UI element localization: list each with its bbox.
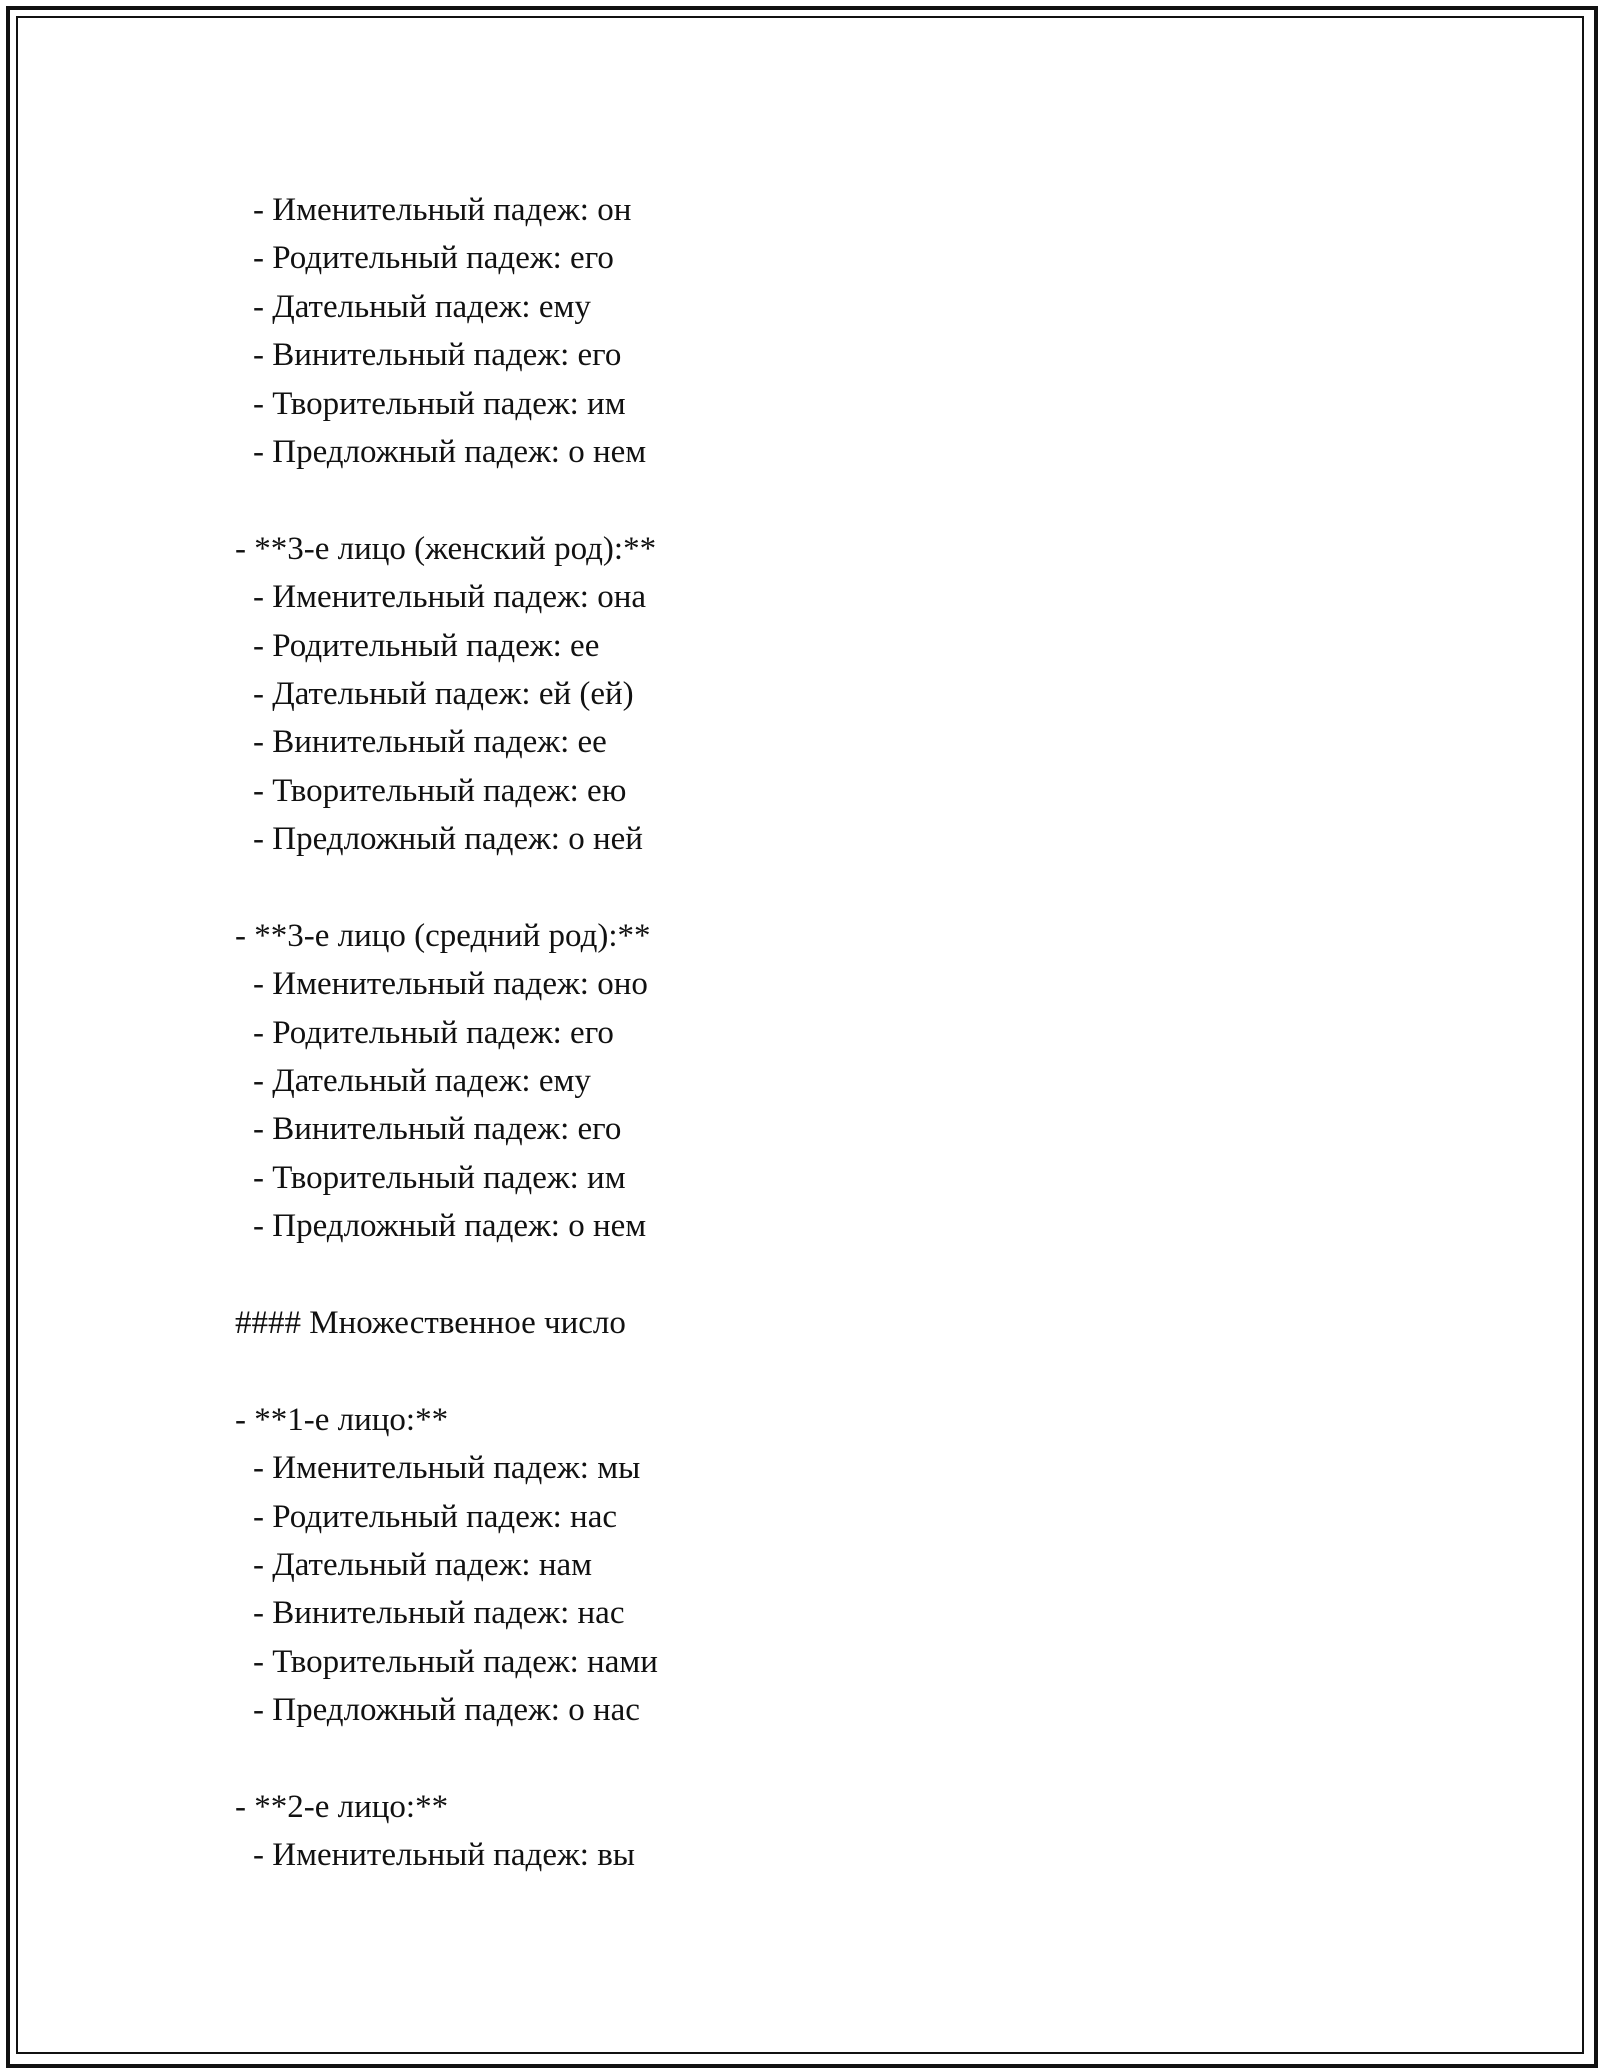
list-subitem: - Дательный падеж: ей (ей) [253,675,634,712]
list-subitem: - Родительный падеж: нас [253,1498,618,1535]
list-subitem: - Винительный падеж: его [253,337,622,374]
list-subitem: - Родительный падеж: ее [253,627,600,664]
list-item: - **3-е лицо (женский род):** [235,530,657,567]
list-subitem: - Творительный падеж: им [253,385,626,422]
list-subitem: - Предложный падеж: о нем [253,1208,647,1245]
blank-line [235,1251,1435,1299]
section-heading: #### Множественное число [235,1304,626,1341]
list-subitem: - Родительный падеж: его [253,240,614,277]
blank-line [235,1347,1435,1395]
list-item: - **3-е лицо (средний род):** [235,917,651,954]
list-subitem: - Именительный падеж: он [253,192,632,228]
list-subitem: - Творительный падеж: нами [253,1643,658,1680]
list-item: - **2-е лицо:** [235,1788,449,1825]
list-subitem: - Именительный падеж: она [253,579,647,616]
list-subitem: - Предложный падеж: о нас [253,1692,640,1729]
list-subitem: - Дательный падеж: ему [253,288,591,325]
list-subitem: - Винительный падеж: его [253,1111,622,1148]
list-subitem: - Творительный падеж: ею [253,772,627,809]
list-item: - **1-е лицо:** [235,1401,449,1438]
blank-line [235,476,1435,524]
document-body [235,186,1435,1880]
list-subitem: - Именительный падеж: оно [253,966,648,1003]
list-subitem: - Творительный падеж: им [253,1159,626,1196]
list-subitem: - Винительный падеж: нас [253,1595,625,1632]
list-subitem: - Именительный падеж: мы [253,1450,641,1487]
list-subitem: - Предложный падеж: о ней [253,821,643,858]
list-subitem: - Дательный падеж: нам [253,1546,593,1583]
list-subitem: - Родительный падеж: его [253,1014,614,1051]
blank-line [235,863,1435,911]
list-subitem: - Предложный падеж: о нем [253,433,647,470]
list-subitem: - Винительный падеж: ее [253,724,607,761]
blank-line [235,1735,1435,1783]
list-subitem: - Именительный падеж: вы [253,1837,635,1874]
list-subitem: - Дательный падеж: ему [253,1063,591,1100]
